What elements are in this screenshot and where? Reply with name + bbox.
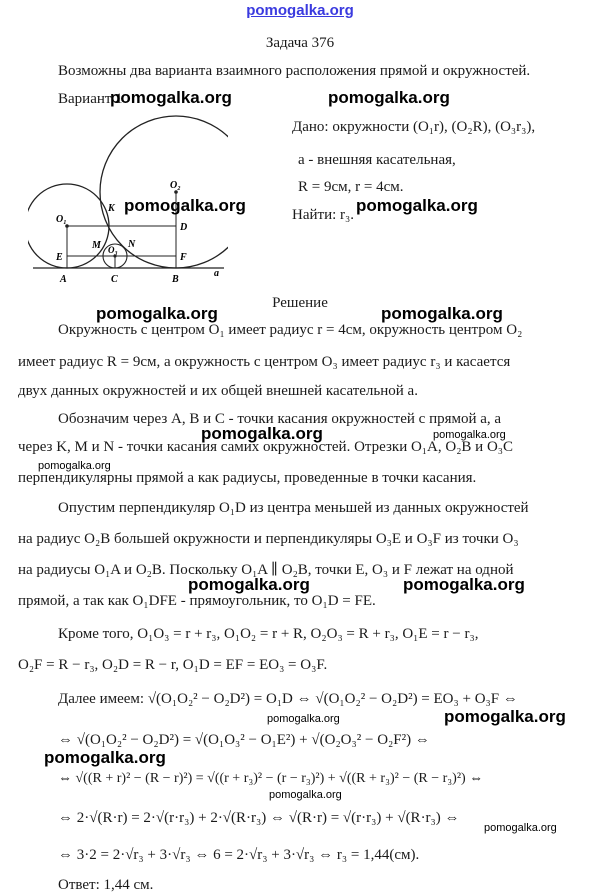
p3-line-4: прямой, а так как O₁DFE - прямоугольник, то O₁D = FE. [18, 593, 376, 609]
label-n: N [128, 239, 136, 250]
label-o2: O₂ [170, 180, 181, 191]
intro-text: Возможны два варианта взаимного расположения прямой и окружностей. [58, 63, 531, 79]
label-a-point: A [60, 274, 67, 285]
label-o3: O₃ [108, 245, 118, 255]
given-line-3: R = 9см, r = 4см. [298, 179, 404, 195]
label-b: B [172, 274, 179, 285]
equation-3: ⇔ √((R + r)² − (R − r)²) = √((r + r₃)² − (r − r₃)²) + √((R + r₃)² − (R − r₃)²) ⇔ [58, 771, 484, 786]
equation-1: Далее имеем: √(O₁O₂² − O₂D²) = O₁D ⇔ √(O₁O₂² − O₂D²) = EO₃ + O₃F ⇔ [58, 691, 518, 707]
watermark: pomogalka.org [110, 88, 232, 107]
label-line-a: a [214, 268, 219, 279]
p2-line-2: через K, M и N - точки касания самих окружностей. Отрезки O₁A, O₂B и O₃C [18, 439, 514, 455]
p2-line-3: перпендикулярны прямой a как радиусы, проведенные в точки касания. [18, 470, 477, 486]
label-o1: O₁ [56, 214, 67, 225]
watermark: pomogalka.org [188, 575, 310, 594]
label-f: F [180, 252, 187, 263]
p3-line-3: на радиусы O₁A и O₂B. Поскольку O₁A ∥ O₂B, точки E, O₃ и F лежат на одной [18, 562, 514, 578]
solution-heading: Решение [272, 295, 328, 311]
watermark: pomogalka.org [444, 707, 566, 726]
task-title: Задача 376 [265, 35, 335, 51]
given-line-4: Найти: r₃. [292, 207, 354, 223]
p1-line-2: имеет радиус R = 9см, а окружность с центром O₃ имеет радиус r₃ и касается [18, 354, 511, 370]
equation-2: ⇔ √(O₁O₂² − O₂D²) = √(O₁O₃² − O₁E²) + √(O₂O₃² − O₂F²) ⇔ [58, 732, 430, 748]
watermark: pomogalka.org [381, 304, 503, 323]
watermark: pomogalka.org [44, 748, 166, 767]
given-line-1: Дано: окружности (O₁r), (O₂R), (O₃r₃), [292, 119, 536, 135]
p4-line-2: O₂F = R − r₃, O₂D = R − r, O₁D = EF = EO₃ = O₃F. [18, 657, 328, 673]
watermark: pomogalka.org [403, 575, 525, 594]
given-line-2: a - внешняя касательная, [298, 152, 456, 168]
answer: Ответ: 1,44 см. [58, 877, 154, 893]
p1-line-1: Окружность с центром O₁ имеет радиус r = 4см, окружность центром O₂ [58, 322, 523, 338]
p3-line-1: Опустим перпендикуляр O₁D из центра меньшей из данных окружностей [58, 500, 529, 516]
watermark: pomogalka.org [356, 196, 478, 215]
label-c: C [111, 274, 118, 285]
watermark: pomogalka.org [269, 789, 342, 801]
label-m: M [92, 240, 101, 251]
variant-label: Вариант 1 [58, 91, 123, 107]
p4-line-1: Кроме того, O₁O₃ = r + r₃, O₁O₂ = r + R, O₂O₃ = R + r₃, O₁E = r − r₃, [58, 626, 479, 642]
label-k: K [108, 203, 115, 214]
label-d: D [180, 222, 188, 233]
watermark: pomogalka.org [328, 88, 450, 107]
equation-4: ⇔ 2·√(R·r) = 2·√(r·r₃) + 2·√(R·r₃) ⇔ √(R·r) = √(r·r₃) + √(R·r₃) ⇔ [58, 810, 460, 826]
watermark: pomogalka.org [267, 713, 340, 725]
site-link[interactable]: pomogalka.org [246, 2, 354, 19]
watermark: pomogalka.org [96, 304, 218, 323]
label-e: E [56, 252, 63, 263]
p3-line-2: на радиус O₂B большей окружности и перпендикуляры O₃E и O₃F из точки O₃ [18, 531, 519, 547]
equation-5: ⇔ 3·2 = 2·√r₃ + 3·√r₃ ⇔ 6 = 2·√r₃ + 3·√r₃ ⇔ r₃ = 1,44(см). [58, 847, 420, 863]
watermark: pomogalka.org [484, 822, 557, 834]
p1-line-3: двух данных окружностей и их общей внешней касательной a. [18, 383, 418, 399]
watermark: pomogalka.org [433, 429, 506, 441]
watermark: pomogalka.org [201, 424, 323, 443]
watermark: pomogalka.org [38, 460, 111, 472]
watermark: pomogalka.org [124, 196, 246, 215]
p2-line-1: Обозначим через A, B и C - точки касания окружностей с прямой a, а [58, 411, 502, 427]
